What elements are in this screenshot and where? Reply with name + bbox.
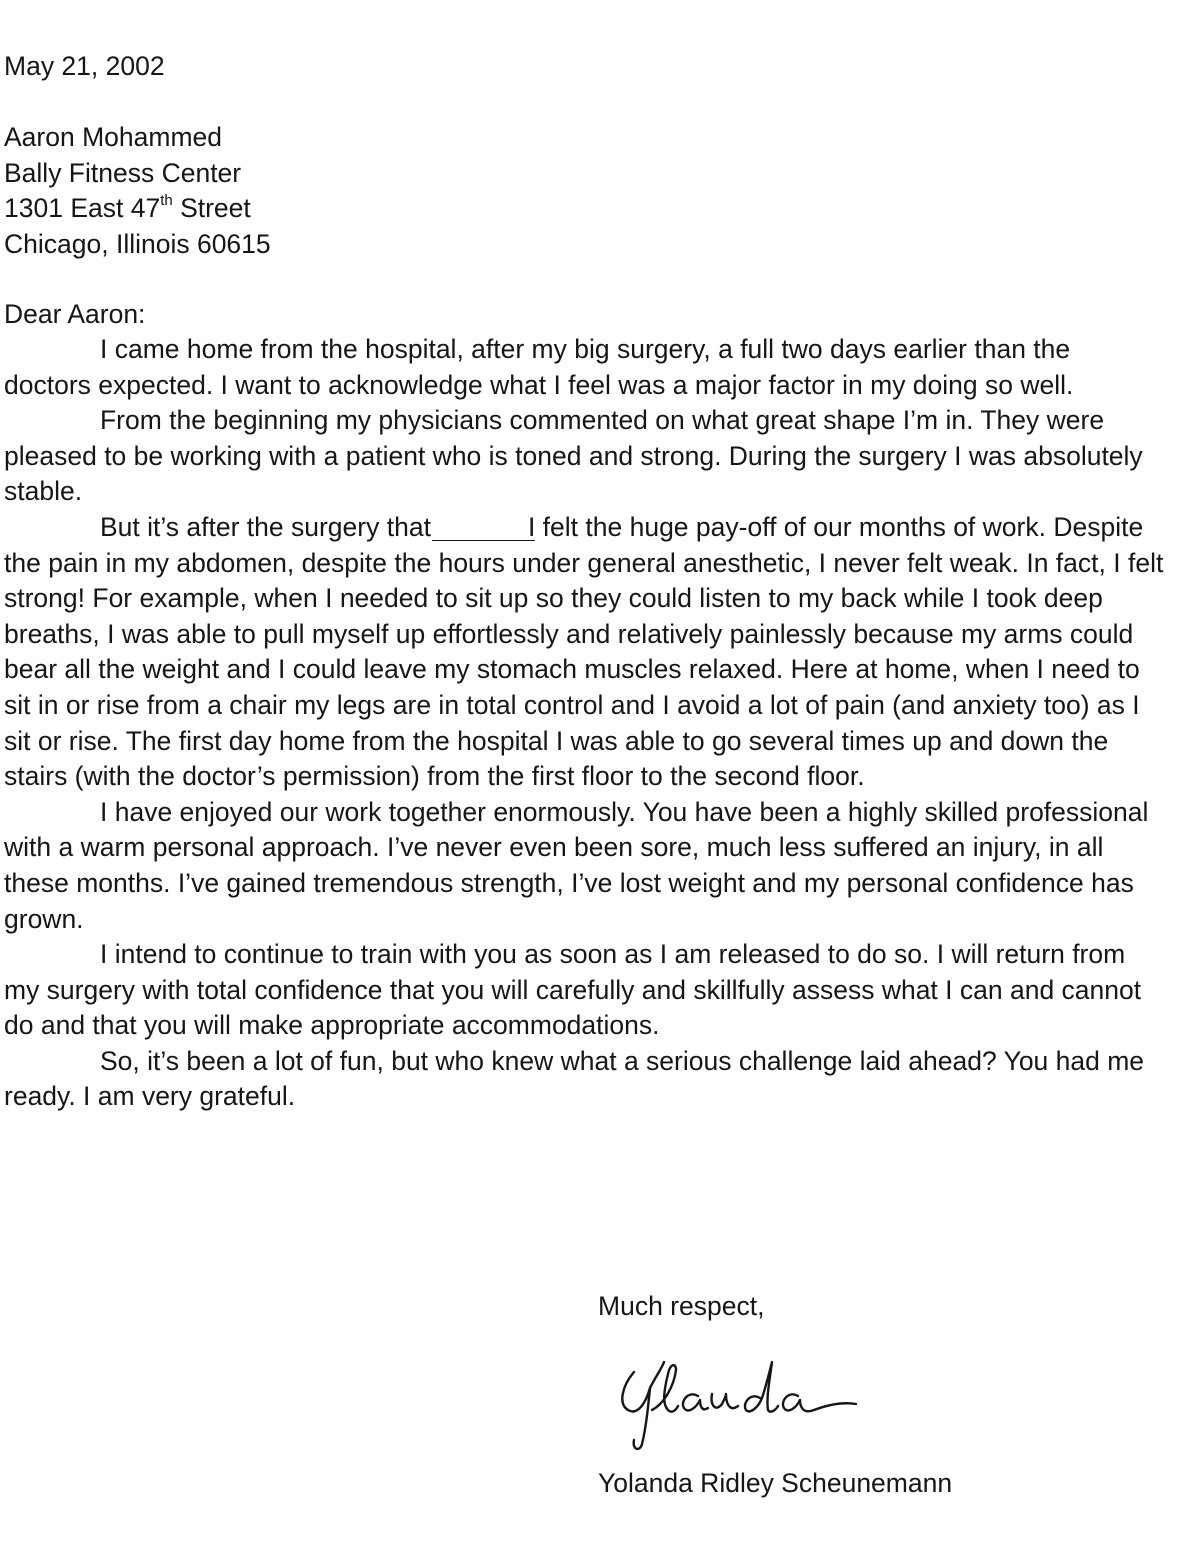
letter-date: May 21, 2002	[4, 51, 165, 81]
salutation: Dear Aaron:	[4, 299, 146, 329]
underlined-word: I	[432, 514, 535, 541]
letter-body	[4, 332, 1164, 1115]
signer-name: Yolanda Ridley Scheunemann	[598, 1468, 953, 1498]
paragraph-2: From the beginning my physicians commented on what great shape I’m in. They were pleased to be working with a patient who is toned and strong. During the surgery I was absolutely stable.	[4, 405, 1143, 507]
street-number: 1301 East 47	[4, 193, 161, 224]
paragraph-3	[4, 510, 1164, 795]
recipient-address	[4, 120, 1176, 262]
closing: Much respect,	[598, 1291, 765, 1321]
recipient-city: Chicago, Illinois 60615	[4, 228, 271, 259]
paragraph-4: I have enjoyed our work together enormously. You have been a highly skilled professional with a warm personal approach. I’ve never even been sore, much less suffered an injury, in all these months. I’ve gained tremendous strength, I’ve lost weight and my personal confidence has grown.	[4, 796, 1149, 934]
paragraph-5: I intend to continue to train with you as soon as I am released to do so. I will return from my surgery with total confidence that you will carefully and skillfully assess what I can and cannot do and that you will make appropriate accommodations.	[4, 939, 1142, 1041]
street-name: Street	[172, 193, 251, 224]
paragraph-1: I came home from the hospital, after my big surgery, a full two days earlier than the doctors expected. I want to acknowledge what I feel was a major factor in my doing so well.	[4, 334, 1074, 400]
recipient-name: Aaron Mohammed	[4, 122, 222, 152]
paragraph-3-start: But it’s after the surgery that	[100, 511, 431, 542]
paragraph-6: So, it’s been a lot of fun, but who knew what a serious challenge laid ahead? You had me ready. I am very grateful.	[4, 1045, 1145, 1112]
paragraph-3-rest: felt the huge pay-off of our months of work. Despite the pain in my abdomen, despite the hours under general anesthetic, I never felt weak. In fact, I felt strong! For example, when I needed to sit up so they could listen to my back while I took deep breaths, I was able to pull myself up effortlessly and relatively painlessly because my arms could bear all the weight and I could leave my stomach muscles relaxed. Here at home, when I need to sit in or rise from a chair my legs are in total control and I avoid a lot of pain (and anxiety too) as I sit or rise. The first day home from the hospital I was able to go several times up and down the stairs (with the doctor’s permission) from the first floor to the second floor.	[4, 511, 1164, 792]
street-ordinal: th	[160, 192, 173, 210]
handwritten-signature	[612, 1348, 862, 1458]
recipient-organization: Bally Fitness Center	[4, 157, 242, 188]
recipient-street	[4, 191, 1176, 227]
